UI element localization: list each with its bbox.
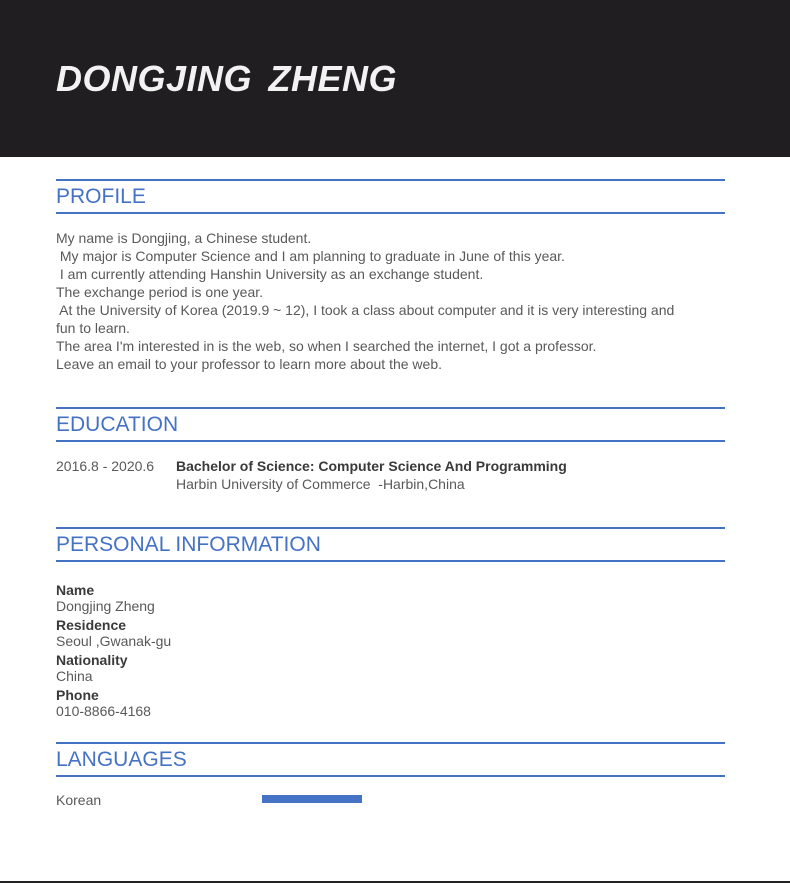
profile-line: The exchange period is one year. <box>56 284 264 300</box>
profile-line: fun to learn. <box>56 320 130 336</box>
education-degree: Bachelor of Science: Computer Science And Programming <box>176 458 567 474</box>
profile-line: At the University of Korea (2019.9 ~ 12), I took a class about computer and it is very interesting and <box>56 302 675 318</box>
profile-line: Leave an email to your professor to learn more about the web. <box>56 356 442 372</box>
education-section <box>56 407 725 497</box>
personal-info-heading: PERSONAL INFORMATION <box>56 527 725 562</box>
languages-section <box>56 742 725 811</box>
language-level-bar <box>262 795 362 803</box>
phone-label: Phone <box>56 687 99 703</box>
education-heading: EDUCATION <box>56 407 725 442</box>
nationality-label: Nationality <box>56 652 128 668</box>
language-level-track <box>262 795 462 803</box>
profile-line: The area I'm interested in is the web, so when I searched the internet, I got a professor. <box>56 338 597 354</box>
name-label: Name <box>56 582 95 598</box>
personal-info-section <box>56 527 725 723</box>
personal-info-list <box>56 583 725 719</box>
residence-label: Residence <box>56 617 127 633</box>
profile-text <box>56 229 725 373</box>
name-value: Dongjing Zheng <box>56 598 155 614</box>
nationality-value: China <box>56 668 93 684</box>
profile-line: My name is Dongjing, a Chinese student. <box>56 230 312 246</box>
profile-line: My major is Computer Science and I am planning to graduate in June of this year. <box>56 248 565 264</box>
header-banner <box>0 0 790 157</box>
education-date: 2016.8 - 2020.6 <box>56 458 155 474</box>
page-bottom-border <box>0 881 790 883</box>
profile-line: I am currently attending Hanshin University as an exchange student. <box>56 266 484 282</box>
residence-value: Seoul ,Gwanak-gu <box>56 633 172 649</box>
language-item <box>56 791 725 811</box>
education-school: Harbin University of Commerce -Harbin,China <box>176 476 465 492</box>
education-entry <box>56 457 725 497</box>
languages-heading: LANGUAGES <box>56 742 725 777</box>
language-name: Korean <box>56 792 102 808</box>
candidate-name: DONGJING ZHENG <box>56 58 398 99</box>
profile-heading: PROFILE <box>56 179 725 214</box>
phone-value: 010-8866-4168 <box>56 703 151 719</box>
profile-section <box>56 179 725 373</box>
